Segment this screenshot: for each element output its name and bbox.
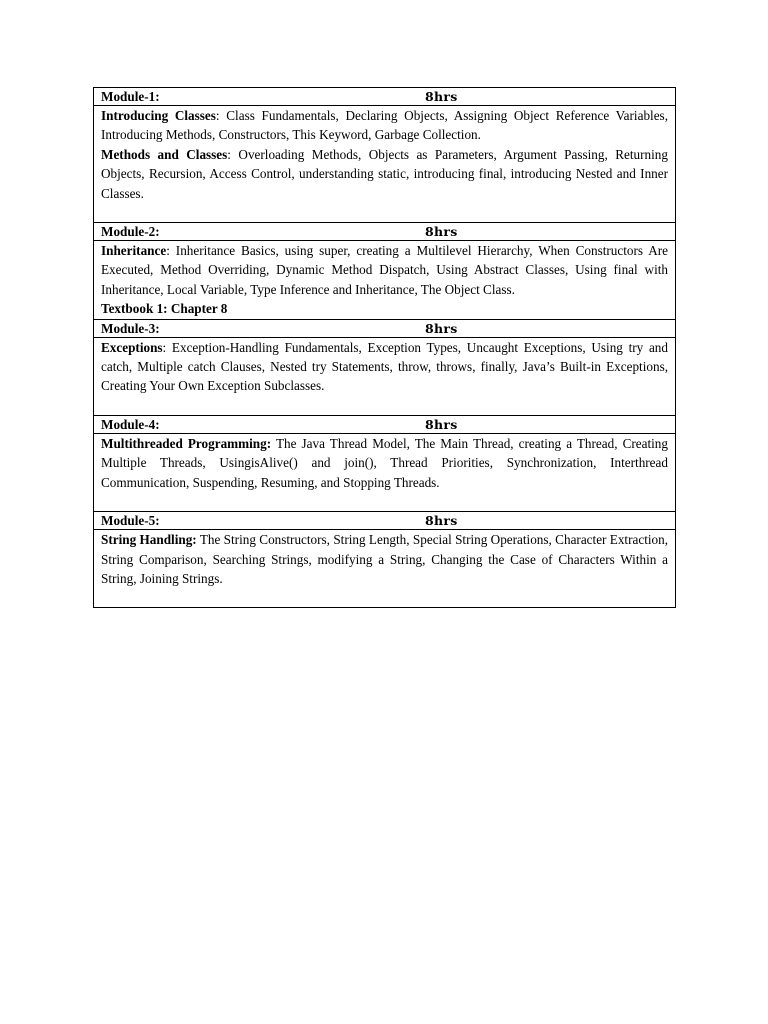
- module-hours: 8hrs: [425, 89, 458, 104]
- module-content-row: [94, 106, 676, 223]
- module-header-cell: [94, 88, 676, 106]
- topic-text: Inheritance Basics, using super, creating a Multilevel Hierarchy, When Constructors Are Executed, Method Overriding, Dynamic Method Dispatch, Using Abstract Classes, Using final with Inheritance, Local Variable, Type Inference and Inheritance, The Object Class.: [101, 243, 668, 297]
- topic-paragraph: [101, 106, 668, 145]
- blank-line: [101, 588, 668, 607]
- module-label: Module-3:: [101, 320, 160, 336]
- blank-line: [101, 203, 668, 222]
- module-hours: 8hrs: [425, 224, 458, 240]
- topic-text: Overloading Methods, Objects as Parameters, Argument Passing, Returning Objects, Recursion, Access Control, understanding static, introducing final, introducing Nested and Inner Classes.: [101, 146, 668, 201]
- topic-text: Exception-Handling Fundamentals, Exception Types, Uncaught Exceptions, Using try and catch, Multiple catch Clauses, Nested try Statements, throw, throws, finally, Java’s Built-in Exceptions, Creating Your Own Exception Subclasses.: [101, 339, 668, 394]
- module-label: Module-5:: [101, 513, 160, 529]
- topic-text: The String Constructors, String Length, Special String Operations, Character Extraction, String Comparison, Searching Strings, modifying a String, Changing the Case of Characters Within a String, Joining Strings.: [101, 532, 669, 586]
- topic-paragraph: [101, 145, 668, 203]
- module-header-row: [94, 319, 676, 337]
- topic-separator: :: [166, 243, 176, 259]
- topic-text: Class Fundamentals, Declaring Objects, Assigning Object Reference Variables, Introducing Methods, Constructors, This Keyword, Garbage Collection.: [101, 108, 668, 143]
- textbook-reference-text: Textbook 1: Chapter 8: [101, 301, 228, 317]
- topic-title: String Handling:: [101, 532, 197, 548]
- module-content-cell: [94, 433, 676, 511]
- module-header-row: [94, 512, 676, 530]
- topic-separator: :: [227, 146, 239, 162]
- textbook-reference: [101, 299, 668, 318]
- topic-title: Methods and Classes: [101, 146, 228, 162]
- module-hours: 8hrs: [425, 416, 458, 432]
- topic-separator: :: [162, 339, 172, 355]
- blank-line: [101, 492, 668, 511]
- module-content-cell: [94, 337, 676, 415]
- module-content-row: [94, 530, 676, 608]
- module-header-row: [94, 223, 676, 241]
- topic-title: Exceptions: [101, 339, 163, 355]
- module-label: Module-4:: [101, 416, 160, 432]
- module-label: Module-1:: [101, 89, 160, 104]
- module-content-cell: [94, 106, 676, 223]
- topic-text: The Java Thread Model, The Main Thread, creating a Thread, Creating Multiple Threads, UsingisAlive() and join(), Thread Priorities, Synchronization, Interthread Communication, Suspending, Resuming, and Stopping Threads.: [101, 435, 668, 490]
- module-header-cell: [94, 319, 676, 337]
- module-header-row: [94, 88, 676, 106]
- module-hours: 8hrs: [425, 320, 458, 336]
- module-header-row: [94, 415, 676, 433]
- topic-separator: :: [215, 108, 227, 123]
- topic-title: Multithreaded Programming:: [101, 435, 272, 451]
- syllabus-table: [93, 87, 676, 608]
- topic-title: Inheritance: [101, 243, 167, 259]
- module-content-cell: [94, 241, 676, 320]
- module-content-cell: [94, 530, 676, 608]
- topic-paragraph: [101, 434, 668, 492]
- module-content-row: [94, 241, 676, 320]
- topic-paragraph: [101, 241, 668, 299]
- topic-title: Introducing Classes: [101, 108, 216, 123]
- module-header-cell: [94, 415, 676, 433]
- module-header-cell: [94, 512, 676, 530]
- module-hours: 8hrs: [425, 513, 458, 529]
- topic-paragraph: [101, 530, 668, 588]
- module-content-row: [94, 337, 676, 415]
- module-header-cell: [94, 223, 676, 241]
- module-content-row: [94, 433, 676, 511]
- module-label: Module-2:: [101, 224, 160, 240]
- topic-paragraph: [101, 338, 668, 396]
- blank-line: [101, 396, 668, 415]
